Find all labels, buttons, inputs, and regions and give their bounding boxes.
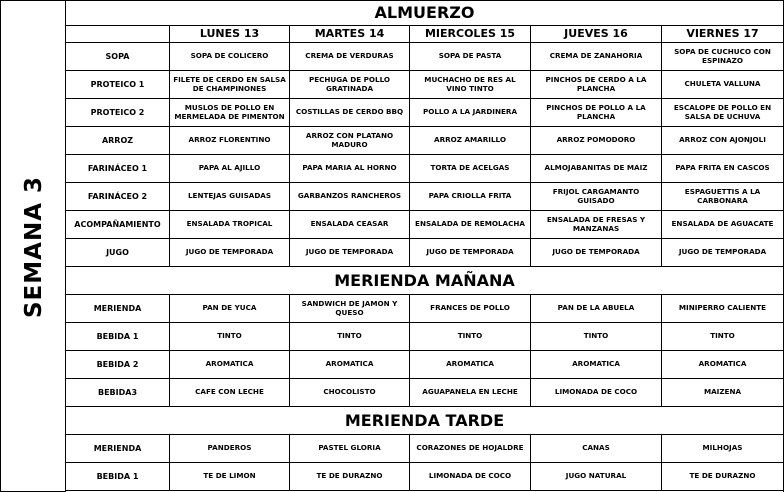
- menu-cell: FILETE DE CERDO EN SALSA DE CHAMPINONES: [170, 71, 290, 99]
- row-label: BEBIDA3: [66, 379, 170, 407]
- day-header: MARTES 14: [290, 26, 410, 43]
- menu-cell: TORTA DE ACELGAS: [410, 155, 531, 183]
- menu-cell: SOPA DE CUCHUCO CON ESPINAZO: [662, 43, 784, 71]
- menu-cell: PAPA MARIA AL HORNO: [290, 155, 410, 183]
- menu-cell: JUGO DE TEMPORADA: [290, 239, 410, 267]
- row-label: SOPA: [66, 43, 170, 71]
- menu-cell: CHOCOLISTO: [290, 379, 410, 407]
- menu-cell: AGUAPANELA EN LECHE: [410, 379, 531, 407]
- menu-cell: AROMATICA: [410, 351, 531, 379]
- day-header: LUNES 13: [170, 26, 290, 43]
- row-label: BEBIDA 1: [66, 463, 170, 491]
- menu-cell: TINTO: [662, 323, 784, 351]
- row-label: MERIENDA: [66, 295, 170, 323]
- menu-cell: CORAZONES DE HOJALDRE: [410, 435, 531, 463]
- section-title: ALMUERZO: [66, 1, 784, 26]
- menu-cell: ENSALADA DE AGUACATE: [662, 211, 784, 239]
- menu-cell: MUSLOS DE POLLO EN MERMELADA DE PIMENTON: [170, 99, 290, 127]
- menu-cell: PAPA AL AJILLO: [170, 155, 290, 183]
- menu-cell: ARROZ FLORENTINO: [170, 127, 290, 155]
- row-label: PROTEICO 1: [66, 71, 170, 99]
- menu-cell: ARROZ POMODORO: [531, 127, 662, 155]
- menu-cell: ESPAGUETTIS A LA CARBONARA: [662, 183, 784, 211]
- menu-cell: PECHUGA DE POLLO GRATINADA: [290, 71, 410, 99]
- menu-cell: TINTO: [290, 323, 410, 351]
- menu-cell: PASTEL GLORIA: [290, 435, 410, 463]
- menu-cell: TINTO: [170, 323, 290, 351]
- menu-cell: MILHOJAS: [662, 435, 784, 463]
- day-header: VIERNES 17: [662, 26, 784, 43]
- menu-cell: JUGO DE TEMPORADA: [531, 239, 662, 267]
- menu-cell: TINTO: [531, 323, 662, 351]
- menu-cell: CREMA DE VERDURAS: [290, 43, 410, 71]
- menu-cell: CANAS: [531, 435, 662, 463]
- menu-cell: SOPA DE COLICERO: [170, 43, 290, 71]
- menu-cell: ARROZ CON PLATANO MADURO: [290, 127, 410, 155]
- menu-cell: TE DE DURAZNO: [290, 463, 410, 491]
- menu-cell: TINTO: [410, 323, 531, 351]
- menu-cell: ALMOJABANITAS DE MAIZ: [531, 155, 662, 183]
- row-label: BEBIDA 1: [66, 323, 170, 351]
- row-label: FARINÁCEO 1: [66, 155, 170, 183]
- menu-cell: PAN DE LA ABUELA: [531, 295, 662, 323]
- menu-cell: CAFE CON LECHE: [170, 379, 290, 407]
- row-label: BEBIDA 2: [66, 351, 170, 379]
- menu-cell: TE DE DURAZNO: [662, 463, 784, 491]
- row-label: ARROZ: [66, 127, 170, 155]
- menu-cell: ENSALADA DE FRESAS Y MANZANAS: [531, 211, 662, 239]
- menu-cell: CHULETA VALLUNA: [662, 71, 784, 99]
- menu-cell: MAIZENA: [662, 379, 784, 407]
- menu-cell: MUCHACHO DE RES AL VINO TINTO: [410, 71, 531, 99]
- row-label: ACOMPAÑAMIENTO: [66, 211, 170, 239]
- menu-cell: PAPA FRITA EN CASCOS: [662, 155, 784, 183]
- menu-cell: ARROZ AMARILLO: [410, 127, 531, 155]
- menu-cell: COSTILLAS DE CERDO BBQ: [290, 99, 410, 127]
- menu-cell: AROMATICA: [290, 351, 410, 379]
- menu-cell: TE DE LIMON: [170, 463, 290, 491]
- menu-cell: FRIJOL CARGAMANTO GUISADO: [531, 183, 662, 211]
- menu-cell: JUGO DE TEMPORADA: [662, 239, 784, 267]
- menu-cell: PAN DE YUCA: [170, 295, 290, 323]
- menu-cell: ENSALADA TROPICAL: [170, 211, 290, 239]
- section-title: MERIENDA TARDE: [66, 407, 784, 435]
- section-title: MERIENDA MAÑANA: [66, 267, 784, 295]
- menu-cell: POLLO A LA JARDINERA: [410, 99, 531, 127]
- menu-cell: JUGO DE TEMPORADA: [170, 239, 290, 267]
- menu-cell: SANDWICH DE JAMON Y QUESO: [290, 295, 410, 323]
- menu-cell: LIMONADA DE COCO: [410, 463, 531, 491]
- menu-cell: ARROZ CON AJONJOLI: [662, 127, 784, 155]
- menu-cell: PAPA CRIOLLA FRITA: [410, 183, 531, 211]
- corner-cell: [66, 26, 170, 43]
- menu-cell: ESCALOPE DE POLLO EN SALSA DE UCHUVA: [662, 99, 784, 127]
- menu-cell: GARBANZOS RANCHEROS: [290, 183, 410, 211]
- menu-cell: JUGO DE TEMPORADA: [410, 239, 531, 267]
- menu-cell: CREMA DE ZANAHORIA: [531, 43, 662, 71]
- row-label: MERIENDA: [66, 435, 170, 463]
- menu-cell: AROMATICA: [170, 351, 290, 379]
- day-header: JUEVES 16: [531, 26, 662, 43]
- week-label-text: SEMANA 3: [21, 175, 47, 319]
- menu-cell: PINCHOS DE POLLO A LA PLANCHA: [531, 99, 662, 127]
- menu-cell: ENSALADA CEASAR: [290, 211, 410, 239]
- menu-cell: SOPA DE PASTA: [410, 43, 531, 71]
- row-label: FARINÁCEO 2: [66, 183, 170, 211]
- menu-cell: AROMATICA: [531, 351, 662, 379]
- menu-cell: PINCHOS DE CERDO A LA PLANCHA: [531, 71, 662, 99]
- row-label: PROTEICO 2: [66, 99, 170, 127]
- menu-cell: JUGO NATURAL: [531, 463, 662, 491]
- menu-cell: FRANCES DE POLLO: [410, 295, 531, 323]
- menu-cell: ENSALADA DE REMOLACHA: [410, 211, 531, 239]
- menu-cell: MINIPERRO CALIENTE: [662, 295, 784, 323]
- day-header: MIERCOLES 15: [410, 26, 531, 43]
- menu-cell: LIMONADA DE COCO: [531, 379, 662, 407]
- row-label: JUGO: [66, 239, 170, 267]
- menu-cell: LENTEJAS GUISADAS: [170, 183, 290, 211]
- menu-cell: PANDEROS: [170, 435, 290, 463]
- menu-cell: AROMATICA: [662, 351, 784, 379]
